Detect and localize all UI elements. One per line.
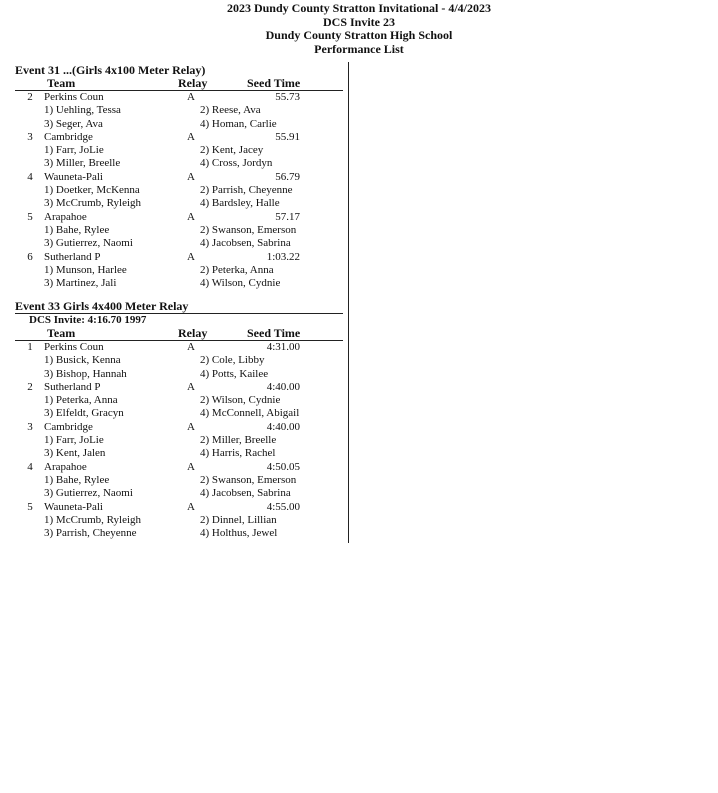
- event-31-entries: [15, 91, 345, 290]
- athlete-name: 2) Peterka, Anna: [200, 263, 274, 276]
- athlete-name: 2) Swanson, Emerson: [200, 223, 297, 236]
- team-column-header: Team: [47, 326, 76, 340]
- entry-team: Cambridge: [44, 420, 93, 433]
- entry-row: [15, 131, 345, 144]
- relay-column-header: Relay: [178, 76, 208, 90]
- athlete-name: 4) Cross, Jordyn: [200, 157, 273, 170]
- entry-place: 3: [27, 420, 33, 433]
- athlete-name: 3) Miller, Breelle: [44, 157, 121, 170]
- entry-relay: A: [187, 380, 195, 393]
- athlete-row: [15, 407, 345, 420]
- athlete-row: [15, 118, 345, 131]
- athlete-name: 3) Parrish, Cheyenne: [44, 527, 137, 540]
- athlete-name: 4) McConnell, Abigail: [200, 407, 300, 420]
- column-divider: [348, 62, 349, 543]
- report-title: Performance List: [314, 41, 404, 56]
- entry-place: 5: [27, 210, 33, 223]
- entry-seed-time: 55.73: [275, 91, 300, 103]
- meet-subtitle: DCS Invite 23: [322, 14, 395, 29]
- athlete-row: [15, 447, 345, 460]
- entry-place: 1: [27, 341, 33, 353]
- athlete-name: 4) Bardsley, Halle: [200, 197, 280, 210]
- entry-row: [15, 421, 345, 434]
- entry-seed-time: 1:03.22: [266, 250, 300, 263]
- event-33-entries: [15, 341, 345, 540]
- entry-relay: A: [187, 420, 195, 433]
- athlete-row: [15, 144, 345, 157]
- entry-relay: A: [187, 130, 195, 143]
- athlete-row: [15, 368, 345, 381]
- entry-seed-time: 56.79: [275, 170, 300, 183]
- entry-relay: A: [187, 460, 195, 473]
- athlete-name: 2) Wilson, Cydnie: [200, 394, 281, 407]
- entry-relay: A: [187, 250, 195, 263]
- athlete-row: [15, 434, 345, 447]
- athlete-name: 2) Miller, Breelle: [200, 434, 277, 447]
- athlete-row: [15, 527, 345, 540]
- seed-time-column-header: Seed Time: [247, 326, 301, 340]
- athlete-row: [15, 184, 345, 197]
- event-31-column-header: [15, 77, 345, 90]
- entry-team: Cambridge: [44, 130, 93, 143]
- athlete-name: 1) Uehling, Tessa: [44, 104, 121, 117]
- entry-team: Wauneta-Pali: [44, 500, 103, 513]
- event-33-section: [15, 299, 345, 540]
- team-column-header: Team: [47, 76, 76, 90]
- athlete-name: 2) Parrish, Cheyenne: [200, 184, 293, 197]
- meet-title: 2023 Dundy County Stratton Invitational - 4/4/2023: [226, 1, 492, 15]
- athlete-row: [15, 157, 345, 170]
- entry-seed-time: 57.17: [275, 210, 300, 223]
- meet-record: DCS Invite: 4:16.70 1997: [29, 314, 147, 326]
- seed-time-column-header: Seed Time: [247, 76, 301, 90]
- athlete-row: [15, 237, 345, 250]
- entry-relay: A: [187, 341, 195, 353]
- host-school: Dundy County Stratton High School: [265, 28, 453, 42]
- entry-seed-time: 4:55.00: [266, 500, 300, 513]
- event-31-title: Event 31 ...(Girls 4x100 Meter Relay): [15, 63, 206, 77]
- entry-seed-time: 4:40.00: [266, 420, 300, 433]
- athlete-name: 1) Munson, Harlee: [44, 263, 127, 276]
- athlete-name: 2) Kent, Jacey: [200, 144, 264, 157]
- entry-relay: A: [187, 210, 195, 223]
- entry-row: [15, 461, 345, 474]
- athlete-name: 4) Homan, Carlie: [200, 117, 277, 130]
- document-header: [0, 2, 718, 56]
- athlete-name: 1) Busick, Kenna: [44, 354, 121, 367]
- athlete-name: 1) Farr, JoLie: [44, 434, 104, 447]
- entry-row: [15, 381, 345, 394]
- entry-row: [15, 211, 345, 224]
- athlete-name: 4) Harris, Rachel: [200, 447, 276, 460]
- entry-place: 2: [27, 380, 33, 393]
- entry-seed-time: 4:50.05: [266, 460, 300, 473]
- entry-row: [15, 501, 345, 514]
- athlete-name: 3) McCrumb, Ryleigh: [44, 197, 142, 210]
- entry-seed-time: 55.91: [275, 130, 300, 143]
- entry-seed-time: 4:31.00: [266, 341, 300, 353]
- athlete-name: 2) Reese, Ava: [200, 104, 261, 117]
- athlete-row: [15, 487, 345, 500]
- entry-team: Perkins Coun: [44, 91, 104, 103]
- athlete-name: 1) Peterka, Anna: [44, 394, 118, 407]
- entry-row: [15, 251, 345, 264]
- entry-place: 3: [27, 130, 33, 143]
- athlete-row: [15, 104, 345, 117]
- entry-team: Perkins Coun: [44, 341, 104, 353]
- entry-team: Sutherland P: [44, 380, 101, 393]
- athlete-name: 3) Gutierrez, Naomi: [44, 237, 133, 250]
- athlete-name: 2) Dinnel, Lillian: [200, 513, 277, 526]
- entry-row: [15, 341, 345, 354]
- entry-team: Arapahoe: [44, 210, 87, 223]
- athlete-row: [15, 394, 345, 407]
- entry-row: [15, 171, 345, 184]
- entry-relay: A: [187, 500, 195, 513]
- athlete-name: 1) Doetker, McKenna: [44, 184, 140, 197]
- athlete-name: 3) Seger, Ava: [44, 117, 103, 130]
- entry-relay: A: [187, 91, 195, 103]
- athlete-row: [15, 514, 345, 527]
- entry-team: Arapahoe: [44, 460, 87, 473]
- athlete-row: [15, 224, 345, 237]
- athlete-row: [15, 264, 345, 277]
- athlete-name: 4) Jacobsen, Sabrina: [200, 237, 291, 250]
- entry-place: 5: [27, 500, 33, 513]
- athlete-name: 2) Cole, Libby: [200, 354, 265, 367]
- entry-team: Sutherland P: [44, 250, 101, 263]
- athlete-name: 1) Bahe, Rylee: [44, 473, 110, 486]
- athlete-row: [15, 354, 345, 367]
- event-33-title: Event 33 Girls 4x400 Meter Relay: [15, 299, 189, 313]
- athlete-name: 3) Gutierrez, Naomi: [44, 487, 133, 500]
- entry-place: 2: [27, 91, 33, 103]
- entry-place: 6: [27, 250, 33, 263]
- athlete-name: 1) Farr, JoLie: [44, 144, 104, 157]
- entry-place: 4: [27, 460, 33, 473]
- entry-row: [15, 91, 345, 104]
- athlete-name: 4) Jacobsen, Sabrina: [200, 487, 291, 500]
- athlete-name: 4) Holthus, Jewel: [200, 527, 278, 540]
- entry-seed-time: 4:40.00: [266, 380, 300, 393]
- athlete-row: [15, 474, 345, 487]
- relay-column-header: Relay: [178, 326, 208, 340]
- event-33-column-header: [15, 327, 345, 340]
- entry-place: 4: [27, 170, 33, 183]
- athlete-name: 2) Swanson, Emerson: [200, 473, 297, 486]
- athlete-name: 3) Bishop, Hannah: [44, 367, 127, 380]
- athlete-name: 1) McCrumb, Ryleigh: [44, 513, 142, 526]
- athlete-name: 1) Bahe, Rylee: [44, 223, 110, 236]
- athlete-name: 3) Martinez, Jali: [44, 277, 117, 290]
- athlete-row: [15, 277, 345, 290]
- athlete-row: [15, 197, 345, 210]
- athlete-name: 4) Potts, Kailee: [200, 367, 269, 380]
- athlete-name: 3) Elfeldt, Gracyn: [44, 407, 124, 420]
- entry-team: Wauneta-Pali: [44, 170, 103, 183]
- athlete-name: 4) Wilson, Cydnie: [200, 277, 281, 290]
- athlete-name: 3) Kent, Jalen: [44, 447, 106, 460]
- entry-relay: A: [187, 170, 195, 183]
- event-31-section: [15, 63, 345, 290]
